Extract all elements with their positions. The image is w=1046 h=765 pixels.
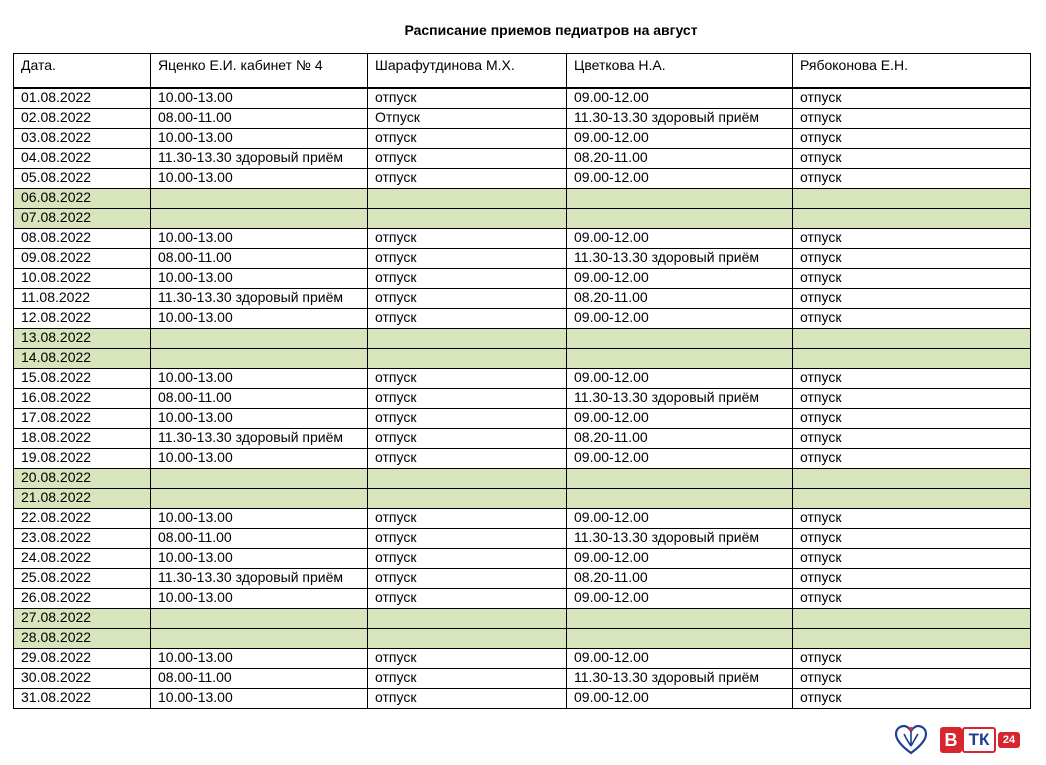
ryabokonova-cell: отпуск — [793, 689, 1031, 709]
tsvetkova-cell: 09.00-12.00 — [567, 129, 793, 149]
table-row — [14, 209, 1031, 229]
table-row — [14, 389, 1031, 409]
sharafutdinova-cell: отпуск — [368, 669, 567, 689]
ryabokonova-cell: отпуск — [793, 589, 1031, 609]
date-cell: 09.08.2022 — [14, 249, 151, 269]
sharafutdinova-cell — [368, 329, 567, 349]
yatsenko-cell — [151, 609, 368, 629]
sharafutdinova-cell: отпуск — [368, 129, 567, 149]
vtk24-logo — [940, 727, 1022, 753]
table-row — [14, 429, 1031, 449]
yatsenko-cell: 08.00-11.00 — [151, 669, 368, 689]
tsvetkova-cell — [567, 609, 793, 629]
date-cell: 19.08.2022 — [14, 449, 151, 469]
sharafutdinova-cell — [368, 489, 567, 509]
table-row — [14, 269, 1031, 289]
sharafutdinova-cell: отпуск — [368, 589, 567, 609]
ryabokonova-cell: отпуск — [793, 529, 1031, 549]
yatsenko-cell — [151, 329, 368, 349]
table-row — [14, 469, 1031, 489]
ryabokonova-cell — [793, 209, 1031, 229]
table-row — [14, 409, 1031, 429]
table-row — [14, 569, 1031, 589]
table-row — [14, 149, 1031, 169]
ryabokonova-cell: отпуск — [793, 169, 1031, 189]
vtk-logo-number: 24 — [998, 732, 1020, 748]
schedule-table — [13, 53, 1031, 709]
yatsenko-cell: 11.30-13.30 здоровый приём — [151, 289, 368, 309]
sharafutdinova-cell: отпуск — [368, 569, 567, 589]
yatsenko-cell — [151, 349, 368, 369]
sharafutdinova-cell — [368, 189, 567, 209]
tsvetkova-cell: 09.00-12.00 — [567, 309, 793, 329]
table-row — [14, 489, 1031, 509]
tsvetkova-cell: 11.30-13.30 здоровый приём — [567, 389, 793, 409]
tsvetkova-cell: 09.00-12.00 — [567, 589, 793, 609]
yatsenko-cell — [151, 209, 368, 229]
sharafutdinova-cell: отпуск — [368, 449, 567, 469]
sharafutdinova-cell: отпуск — [368, 169, 567, 189]
sharafutdinova-cell: отпуск — [368, 409, 567, 429]
ryabokonova-cell — [793, 349, 1031, 369]
yatsenko-cell: 10.00-13.00 — [151, 89, 368, 109]
tsvetkova-cell — [567, 189, 793, 209]
header-sharafutdinova: Шарафутдинова М.Х. — [368, 54, 567, 88]
date-cell: 30.08.2022 — [14, 669, 151, 689]
sharafutdinova-cell: отпуск — [368, 689, 567, 709]
table-row — [14, 449, 1031, 469]
date-cell: 15.08.2022 — [14, 369, 151, 389]
tsvetkova-cell: 09.00-12.00 — [567, 89, 793, 109]
ryabokonova-cell: отпуск — [793, 129, 1031, 149]
sharafutdinova-cell — [368, 349, 567, 369]
tsvetkova-cell: 11.30-13.30 здоровый приём — [567, 669, 793, 689]
ryabokonova-cell: отпуск — [793, 449, 1031, 469]
table-row — [14, 309, 1031, 329]
header-ryabokonova: Рябоконова Е.Н. — [793, 54, 1031, 88]
yatsenko-cell: 08.00-11.00 — [151, 389, 368, 409]
ryabokonova-cell: отпуск — [793, 369, 1031, 389]
table-row — [14, 669, 1031, 689]
sharafutdinova-cell — [368, 209, 567, 229]
date-cell: 02.08.2022 — [14, 109, 151, 129]
sharafutdinova-cell: отпуск — [368, 269, 567, 289]
sharafutdinova-cell: отпуск — [368, 289, 567, 309]
logo-bar — [884, 725, 1024, 755]
date-cell: 08.08.2022 — [14, 229, 151, 249]
yatsenko-cell: 10.00-13.00 — [151, 689, 368, 709]
table-row — [14, 89, 1031, 109]
yatsenko-cell — [151, 189, 368, 209]
table-row — [14, 629, 1031, 649]
table-row — [14, 329, 1031, 349]
yatsenko-cell: 10.00-13.00 — [151, 309, 368, 329]
ryabokonova-cell — [793, 189, 1031, 209]
ryabokonova-cell: отпуск — [793, 309, 1031, 329]
ryabokonova-cell: отпуск — [793, 389, 1031, 409]
table-row — [14, 549, 1031, 569]
date-cell: 24.08.2022 — [14, 549, 151, 569]
ryabokonova-cell: отпуск — [793, 109, 1031, 129]
tsvetkova-cell: 09.00-12.00 — [567, 549, 793, 569]
sharafutdinova-cell: отпуск — [368, 429, 567, 449]
tsvetkova-cell: 09.00-12.00 — [567, 509, 793, 529]
date-cell: 18.08.2022 — [14, 429, 151, 449]
date-cell: 05.08.2022 — [14, 169, 151, 189]
date-cell: 27.08.2022 — [14, 609, 151, 629]
tsvetkova-cell: 09.00-12.00 — [567, 169, 793, 189]
table-row — [14, 349, 1031, 369]
table-row — [14, 109, 1031, 129]
tsvetkova-cell — [567, 489, 793, 509]
tsvetkova-cell — [567, 629, 793, 649]
ryabokonova-cell: отпуск — [793, 549, 1031, 569]
sharafutdinova-cell: отпуск — [368, 649, 567, 669]
ryabokonova-cell: отпуск — [793, 509, 1031, 529]
date-cell: 11.08.2022 — [14, 289, 151, 309]
date-cell: 20.08.2022 — [14, 469, 151, 489]
table-row — [14, 249, 1031, 269]
ryabokonova-cell: отпуск — [793, 269, 1031, 289]
table-row — [14, 509, 1031, 529]
tsvetkova-cell: 09.00-12.00 — [567, 369, 793, 389]
date-cell: 16.08.2022 — [14, 389, 151, 409]
table-row — [14, 169, 1031, 189]
ryabokonova-cell: отпуск — [793, 429, 1031, 449]
date-cell: 28.08.2022 — [14, 629, 151, 649]
ryabokonova-cell — [793, 489, 1031, 509]
sharafutdinova-cell: отпуск — [368, 229, 567, 249]
table-row — [14, 689, 1031, 709]
sharafutdinova-cell — [368, 629, 567, 649]
table-header-row — [14, 54, 1031, 88]
yatsenko-cell: 10.00-13.00 — [151, 449, 368, 469]
yatsenko-cell: 10.00-13.00 — [151, 129, 368, 149]
ryabokonova-cell — [793, 329, 1031, 349]
tsvetkova-cell — [567, 329, 793, 349]
yatsenko-cell: 10.00-13.00 — [151, 409, 368, 429]
tsvetkova-cell: 09.00-12.00 — [567, 689, 793, 709]
yatsenko-cell: 08.00-11.00 — [151, 529, 368, 549]
date-cell: 23.08.2022 — [14, 529, 151, 549]
date-cell: 12.08.2022 — [14, 309, 151, 329]
yatsenko-cell: 10.00-13.00 — [151, 369, 368, 389]
header-tsvetkova: Цветкова Н.А. — [567, 54, 793, 88]
ryabokonova-cell — [793, 629, 1031, 649]
table-row — [14, 289, 1031, 309]
header-yatsenko: Яценко Е.И. кабинет № 4 — [151, 54, 368, 88]
tsvetkova-cell: 11.30-13.30 здоровый приём — [567, 109, 793, 129]
table-row — [14, 129, 1031, 149]
heart-logo-icon — [894, 725, 928, 760]
yatsenko-cell — [151, 629, 368, 649]
sharafutdinova-cell: отпуск — [368, 549, 567, 569]
table-row — [14, 529, 1031, 549]
date-cell: 04.08.2022 — [14, 149, 151, 169]
tsvetkova-cell: 09.00-12.00 — [567, 409, 793, 429]
date-cell: 01.08.2022 — [14, 89, 151, 109]
ryabokonova-cell: отпуск — [793, 669, 1031, 689]
yatsenko-cell — [151, 469, 368, 489]
table-row — [14, 589, 1031, 609]
tsvetkova-cell: 08.20-11.00 — [567, 429, 793, 449]
yatsenko-cell: 10.00-13.00 — [151, 269, 368, 289]
vtk-logo-letters: ТК — [962, 727, 996, 753]
ryabokonova-cell: отпуск — [793, 89, 1031, 109]
date-cell: 03.08.2022 — [14, 129, 151, 149]
sharafutdinova-cell: отпуск — [368, 149, 567, 169]
ryabokonova-cell: отпуск — [793, 249, 1031, 269]
header-date: Дата. — [14, 54, 151, 88]
yatsenko-cell: 10.00-13.00 — [151, 229, 368, 249]
yatsenko-cell: 10.00-13.00 — [151, 649, 368, 669]
yatsenko-cell: 11.30-13.30 здоровый приём — [151, 429, 368, 449]
date-cell: 31.08.2022 — [14, 689, 151, 709]
sharafutdinova-cell — [368, 469, 567, 489]
date-cell: 14.08.2022 — [14, 349, 151, 369]
yatsenko-cell: 10.00-13.00 — [151, 589, 368, 609]
yatsenko-cell: 11.30-13.30 здоровый приём — [151, 569, 368, 589]
sharafutdinova-cell: отпуск — [368, 389, 567, 409]
tsvetkova-cell: 11.30-13.30 здоровый приём — [567, 249, 793, 269]
sharafutdinova-cell: отпуск — [368, 309, 567, 329]
tsvetkova-cell: 09.00-12.00 — [567, 449, 793, 469]
ryabokonova-cell: отпуск — [793, 649, 1031, 669]
table-row — [14, 229, 1031, 249]
date-cell: 26.08.2022 — [14, 589, 151, 609]
date-cell: 21.08.2022 — [14, 489, 151, 509]
date-cell: 25.08.2022 — [14, 569, 151, 589]
sharafutdinova-cell: отпуск — [368, 509, 567, 529]
tsvetkova-cell — [567, 349, 793, 369]
tsvetkova-cell: 11.30-13.30 здоровый приём — [567, 529, 793, 549]
tsvetkova-cell — [567, 469, 793, 489]
tsvetkova-cell: 09.00-12.00 — [567, 229, 793, 249]
ryabokonova-cell: отпуск — [793, 149, 1031, 169]
tsvetkova-cell: 09.00-12.00 — [567, 269, 793, 289]
sharafutdinova-cell: отпуск — [368, 89, 567, 109]
date-cell: 22.08.2022 — [14, 509, 151, 529]
table-row — [14, 189, 1031, 209]
yatsenko-cell: 10.00-13.00 — [151, 549, 368, 569]
ryabokonova-cell: отпуск — [793, 409, 1031, 429]
sharafutdinova-cell: отпуск — [368, 369, 567, 389]
tsvetkova-cell: 09.00-12.00 — [567, 649, 793, 669]
yatsenko-cell — [151, 489, 368, 509]
ryabokonova-cell: отпуск — [793, 289, 1031, 309]
sharafutdinova-cell — [368, 609, 567, 629]
tsvetkova-cell: 08.20-11.00 — [567, 569, 793, 589]
yatsenko-cell: 11.30-13.30 здоровый приём — [151, 149, 368, 169]
table-row — [14, 369, 1031, 389]
sharafutdinova-cell: отпуск — [368, 249, 567, 269]
yatsenko-cell: 10.00-13.00 — [151, 169, 368, 189]
page-title: Расписание приемов педиатров на август — [404, 22, 698, 38]
date-cell: 29.08.2022 — [14, 649, 151, 669]
ryabokonova-cell: отпуск — [793, 569, 1031, 589]
sharafutdinova-cell: отпуск — [368, 529, 567, 549]
ryabokonova-cell: отпуск — [793, 229, 1031, 249]
date-cell: 17.08.2022 — [14, 409, 151, 429]
ryabokonova-cell — [793, 469, 1031, 489]
vtk-logo-letter-b: В — [940, 727, 962, 753]
tsvetkova-cell: 08.20-11.00 — [567, 289, 793, 309]
sharafutdinova-cell: Отпуск — [368, 109, 567, 129]
ryabokonova-cell — [793, 609, 1031, 629]
date-cell: 13.08.2022 — [14, 329, 151, 349]
date-cell: 10.08.2022 — [14, 269, 151, 289]
table-row — [14, 649, 1031, 669]
table-row — [14, 609, 1031, 629]
date-cell: 06.08.2022 — [14, 189, 151, 209]
tsvetkova-cell — [567, 209, 793, 229]
yatsenko-cell: 08.00-11.00 — [151, 249, 368, 269]
yatsenko-cell: 08.00-11.00 — [151, 109, 368, 129]
date-cell: 07.08.2022 — [14, 209, 151, 229]
yatsenko-cell: 10.00-13.00 — [151, 509, 368, 529]
tsvetkova-cell: 08.20-11.00 — [567, 149, 793, 169]
